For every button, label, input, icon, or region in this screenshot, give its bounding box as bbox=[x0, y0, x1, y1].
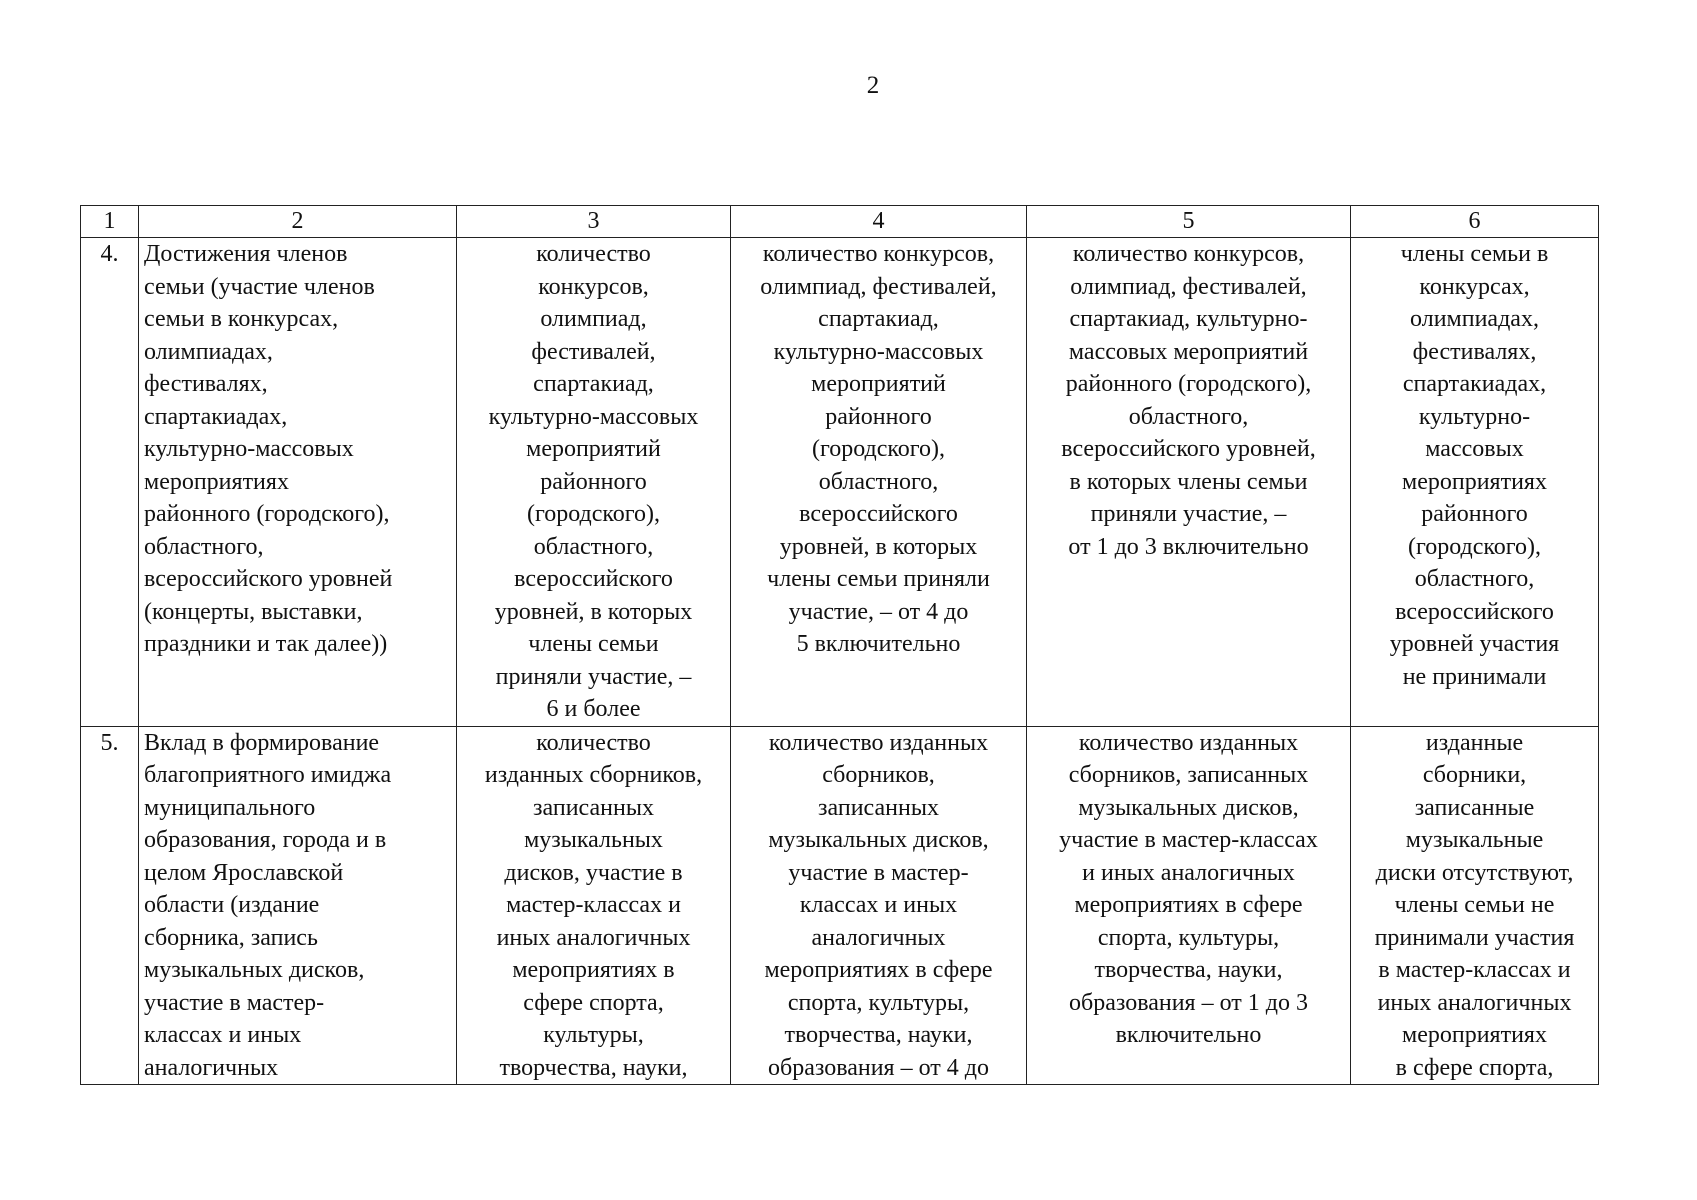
score-1-cell: количество конкурсов, олимпиад, фестивалей, спартакиад, культурно- массовых мероприятий районного (городского), областного, всероссийского уровней, в которых члены семьи приняли участие, – от 1 до 3 включительно bbox=[1027, 238, 1351, 727]
column-header-5: 5 bbox=[1027, 206, 1351, 238]
score-3-cell: количество изданных сборников, записанных музыкальных дисков, участие в мастер-классах и иных аналогичных мероприятиях в сфере спорта, культуры, творчества, науки, bbox=[457, 726, 731, 1085]
score-0-cell: изданные сборники, записанные музыкальные диски отсутствуют, члены семьи не принимали участия в мастер-классах и иных аналогичных мероприятиях в сфере спорта, bbox=[1351, 726, 1599, 1085]
score-3-cell: количество конкурсов, олимпиад, фестивалей, спартакиад, культурно-массовых мероприятий районного (городского), областного, всероссийского уровней, в которых члены семьи приняли участие, – 6 и более bbox=[457, 238, 731, 727]
criterion-cell: Достижения членов семьи (участие членов семьи в конкурсах, олимпиадах, фестивалях, спартакиадах, культурно-массовых мероприятиях районного (городского), областного, всероссийского уровней (концерты, выставки, праздники и так далее)) bbox=[139, 238, 457, 727]
table-header-row bbox=[81, 206, 1599, 238]
criteria-table bbox=[80, 205, 1599, 1085]
row-number: 5. bbox=[81, 726, 139, 1085]
score-2-cell: количество конкурсов, олимпиад, фестивалей, спартакиад, культурно-массовых мероприятий районного (городского), областного, всероссийского уровней, в которых члены семьи приняли участие, – от 4 до 5 включительно bbox=[731, 238, 1027, 727]
row-number: 4. bbox=[81, 238, 139, 727]
column-header-1: 1 bbox=[81, 206, 139, 238]
table-row bbox=[81, 726, 1599, 1085]
score-0-cell: члены семьи в конкурсах, олимпиадах, фестивалях, спартакиадах, культурно- массовых мероприятиях районного (городского), областного, всероссийского уровней участия не принимали bbox=[1351, 238, 1599, 727]
column-header-6: 6 bbox=[1351, 206, 1599, 238]
column-header-3: 3 bbox=[457, 206, 731, 238]
column-header-4: 4 bbox=[731, 206, 1027, 238]
table-row bbox=[81, 238, 1599, 727]
column-header-2: 2 bbox=[139, 206, 457, 238]
criterion-cell: Вклад в формирование благоприятного имиджа муниципального образования, города и в целом Ярославской области (издание сборника, запись музыкальных дисков, участие в мастер- классах и иных аналогичных bbox=[139, 726, 457, 1085]
score-2-cell: количество изданных сборников, записанных музыкальных дисков, участие в мастер- классах и иных аналогичных мероприятиях в сфере спорта, культуры, творчества, науки, образования – от 4 до bbox=[731, 726, 1027, 1085]
score-1-cell: количество изданных сборников, записанных музыкальных дисков, участие в мастер-классах и иных аналогичных мероприятиях в сфере спорта, культуры, творчества, науки, образования – от 1 до 3 включительно bbox=[1027, 726, 1351, 1085]
page-number: 2 bbox=[866, 72, 880, 99]
